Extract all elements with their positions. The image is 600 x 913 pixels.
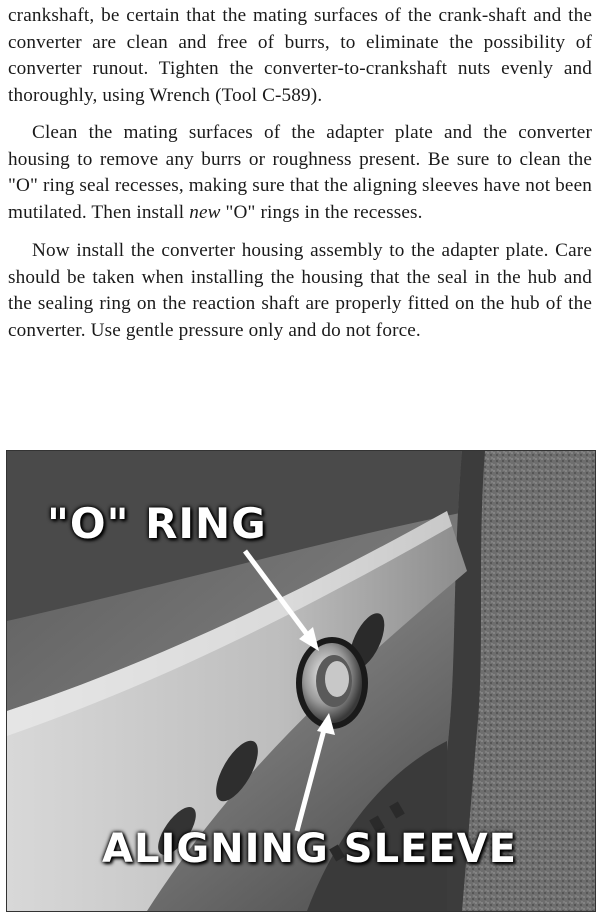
paragraph-text-end: "O" rings in the recesses. bbox=[220, 201, 423, 223]
emphasis-new: new bbox=[189, 201, 221, 223]
paragraph-clean-mating-surfaces bbox=[8, 120, 592, 226]
paragraph-install-housing: Now install the converter housing assembly to the adapter plate. Care should be taken when installing the housing that the seal in the hub and the sealing ring on the reaction shaft are properly fitted on the hub of the converter. Use gentle pressure only and do not force. bbox=[8, 240, 592, 341]
body-text bbox=[8, 0, 592, 344]
callout-aligning-sleeve: ALIGNING SLEEVE bbox=[102, 826, 517, 872]
converter-housing-photo bbox=[6, 450, 596, 912]
callout-o-ring: "O" RING bbox=[47, 499, 267, 548]
paragraph-crankshaft: crankshaft, be certain that the mating surfaces of the crank-shaft and the converter are clean and free of burrs, to eliminate the possibility of converter runout. Tighten the converter-to-crankshaft nuts evenly and thoroughly, using Wrench (Tool C-589). bbox=[8, 5, 592, 106]
paragraph-text-start: Clean the mating surfaces of the adapter plate and the converter housing to remove any burrs or roughness present. Be sure to clean the "O" ring seal recesses, making sure that the aligning sleeves have not been mutilated. Then install bbox=[8, 122, 592, 223]
